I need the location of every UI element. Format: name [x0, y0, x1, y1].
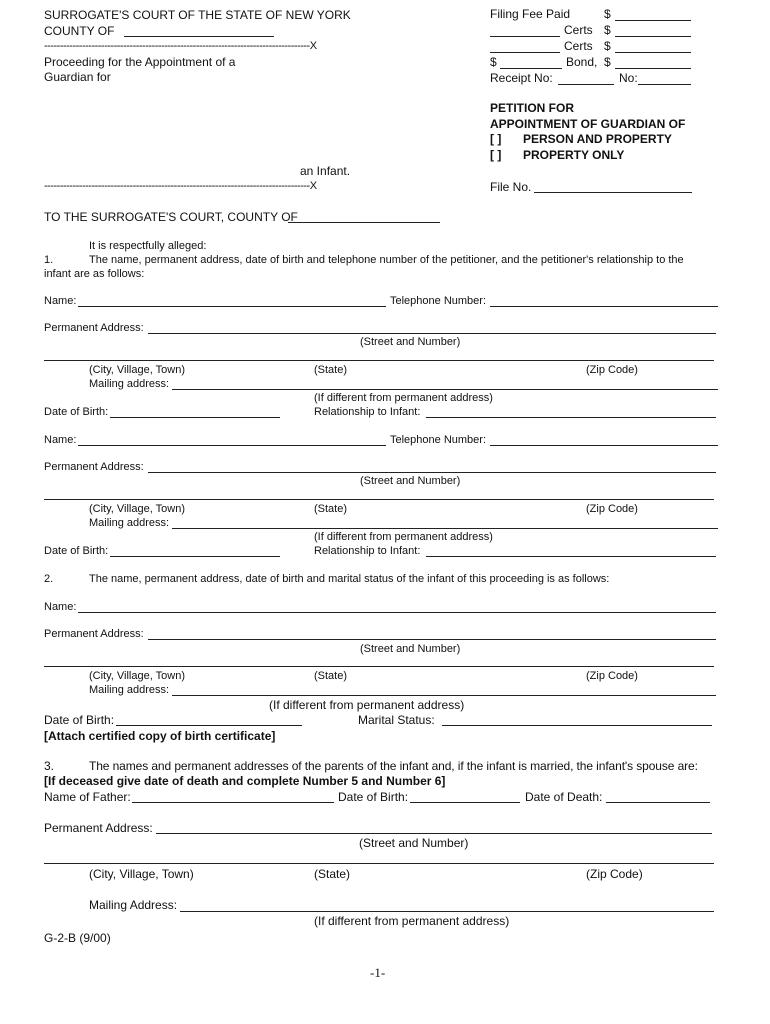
deceased-note: [If deceased give date of death and complete Number 5 and Number 6] [44, 774, 446, 788]
if-different-caption: (If different from permanent address) [269, 698, 465, 712]
section-3-number: 3. [44, 759, 55, 773]
street-caption: (Street and Number) [360, 475, 461, 487]
petitioner-1-city-field[interactable] [44, 360, 714, 361]
file-no-field[interactable] [534, 192, 692, 193]
permanent-address-label: Permanent Address: [44, 821, 153, 835]
to-court-county-field[interactable] [288, 222, 440, 223]
caption-rule-top: ------------------------------------------------------------------------------------X [44, 40, 317, 52]
zip-caption: (Zip Code) [586, 503, 638, 515]
city-caption: (City, Village, Town) [89, 364, 185, 376]
father-name-label: Name of Father: [44, 790, 131, 804]
option-label-property-only: PROPERTY ONLY [523, 148, 625, 162]
to-court-text: TO THE SURROGATE'S COURT, COUNTY OF [44, 210, 298, 224]
petitioner-2-city-field[interactable] [44, 499, 714, 500]
bond-amount-field[interactable] [500, 68, 562, 69]
father-date-of-death-field[interactable] [606, 802, 710, 803]
date-of-death-label: Date of Death: [525, 790, 603, 804]
dollar-sign: $ [490, 55, 497, 69]
if-different-caption: (If different from permanent address) [314, 392, 493, 404]
permanent-address-label: Permanent Address: [44, 322, 144, 334]
certs-fee-field-2[interactable] [615, 52, 691, 53]
caption-rule-bottom: ------------------------------------------------------------------------------------X [44, 180, 317, 192]
court-name: SURROGATE'S COURT OF THE STATE OF NEW YORK [44, 8, 351, 22]
zip-caption: (Zip Code) [586, 670, 638, 682]
form-id: G-2-B (9/00) [44, 931, 111, 945]
petitioner-2-dob-field[interactable] [110, 556, 280, 557]
filing-fee-field[interactable] [615, 20, 691, 21]
state-caption: (State) [314, 503, 348, 515]
certs-count-field-2[interactable] [490, 52, 560, 53]
city-caption: (City, Village, Town) [89, 503, 185, 515]
dollar-sign: $ [604, 23, 611, 37]
petitioner-1-address-field[interactable] [148, 333, 716, 334]
section-3-text: The names and permanent addresses of the parents of the infant and, if the infant is married, the infant's spouse are: [89, 759, 698, 773]
petitioner-2-address-field[interactable] [148, 472, 716, 473]
bond-label: Bond, [566, 55, 598, 69]
option-checkbox-person-property[interactable]: [ ] [490, 132, 502, 146]
receipt-no-label: Receipt No: [490, 71, 553, 85]
infant-dob-field[interactable] [116, 725, 302, 726]
relationship-label: Relationship to Infant: [314, 545, 421, 557]
dollar-sign: $ [604, 39, 611, 53]
name-label: Name: [44, 295, 77, 307]
certs-fee-field-1[interactable] [615, 36, 691, 37]
state-caption: (State) [314, 670, 348, 682]
dob-label: Date of Birth: [44, 545, 109, 557]
street-caption: (Street and Number) [360, 336, 461, 348]
petition-title-1: PETITION FOR [490, 101, 574, 115]
file-no-label: File No. [490, 180, 532, 194]
county-field[interactable] [124, 36, 274, 37]
petitioner-1-mailing-field[interactable] [172, 389, 718, 390]
petitioner-2-telephone-field[interactable] [490, 445, 718, 446]
petitioner-1-dob-field[interactable] [110, 417, 280, 418]
dob-label: Date of Birth: [338, 790, 409, 804]
father-address-field[interactable] [156, 833, 712, 834]
mailing-address-label: Mailing address: [89, 684, 170, 696]
name-label: Name: [44, 434, 77, 446]
zip-caption: (Zip Code) [586, 364, 638, 376]
dollar-sign: $ [604, 55, 611, 69]
petition-title-2: APPOINTMENT OF GUARDIAN OF [490, 117, 686, 131]
mailing-address-label: Mailing Address: [89, 898, 178, 912]
street-caption: (Street and Number) [359, 836, 469, 850]
father-name-field[interactable] [132, 802, 334, 803]
county-label: COUNTY OF [44, 24, 115, 38]
infant-city-field[interactable] [44, 666, 714, 667]
relationship-label: Relationship to Infant: [314, 406, 421, 418]
if-different-caption: (If different from permanent address) [314, 914, 510, 928]
father-city-field[interactable] [44, 863, 714, 864]
petitioner-2-name-field[interactable] [78, 445, 386, 446]
bond-fee-field[interactable] [615, 68, 691, 69]
option-label-person-property: PERSON AND PROPERTY [523, 132, 672, 146]
dob-label: Date of Birth: [44, 406, 109, 418]
name-label: Name: [44, 601, 77, 613]
zip-caption: (Zip Code) [586, 867, 643, 881]
state-caption: (State) [314, 364, 348, 376]
receipt-no-field[interactable] [558, 84, 614, 85]
proceeding-text-2: Guardian for [44, 70, 111, 84]
city-caption: (City, Village, Town) [89, 670, 185, 682]
no-label: No: [619, 71, 638, 85]
infant-address-field[interactable] [148, 639, 716, 640]
permanent-address-label: Permanent Address: [44, 461, 144, 473]
mailing-address-label: Mailing address: [89, 378, 170, 390]
no-field[interactable] [638, 84, 691, 85]
section-2-number: 2. [44, 573, 54, 585]
an-infant-text: an Infant. [300, 164, 351, 178]
alleged-text: It is respectfully alleged: [89, 240, 207, 252]
mailing-address-label: Mailing address: [89, 517, 170, 529]
infant-name-field[interactable] [78, 612, 716, 613]
petitioner-2-relationship-field[interactable] [426, 556, 716, 557]
section-1-number: 1. [44, 254, 54, 266]
marital-status-label: Marital Status: [358, 713, 435, 727]
attach-certificate-note: [Attach certified copy of birth certificate] [44, 729, 276, 743]
petitioner-1-name-field[interactable] [78, 306, 386, 307]
infant-mailing-field[interactable] [172, 695, 716, 696]
section-2-text: The name, permanent address, date of birth and marital status of the infant of this proceeding is as follows: [89, 573, 610, 585]
petitioner-1-telephone-field[interactable] [490, 306, 718, 307]
father-mailing-field[interactable] [180, 911, 714, 912]
street-caption: (Street and Number) [360, 643, 461, 655]
petitioner-1-relationship-field[interactable] [426, 417, 716, 418]
state-caption: (State) [314, 867, 351, 881]
certs-label-1: Certs [564, 23, 593, 37]
section-1-text: The name, permanent address, date of birth and telephone number of the petitioner, and the petitioner's relationship to the [89, 254, 684, 266]
infant-marital-status-field[interactable] [442, 725, 712, 726]
certs-count-field-1[interactable] [490, 36, 560, 37]
city-caption: (City, Village, Town) [89, 867, 194, 881]
permanent-address-label: Permanent Address: [44, 628, 144, 640]
certs-label-2: Certs [564, 39, 593, 53]
telephone-label: Telephone Number: [390, 295, 487, 307]
if-different-caption: (If different from permanent address) [314, 531, 493, 543]
dob-label: Date of Birth: [44, 713, 115, 727]
petitioner-2-mailing-field[interactable] [172, 528, 718, 529]
option-checkbox-property-only[interactable]: [ ] [490, 148, 502, 162]
telephone-label: Telephone Number: [390, 434, 487, 446]
proceeding-text-1: Proceeding for the Appointment of a [44, 55, 236, 69]
section-1-text-cont: infant are as follows: [44, 268, 145, 280]
father-dob-field[interactable] [410, 802, 520, 803]
dollar-sign: $ [604, 7, 611, 21]
page-number: -1- [370, 965, 386, 980]
filing-fee-label: Filing Fee Paid [490, 7, 571, 21]
